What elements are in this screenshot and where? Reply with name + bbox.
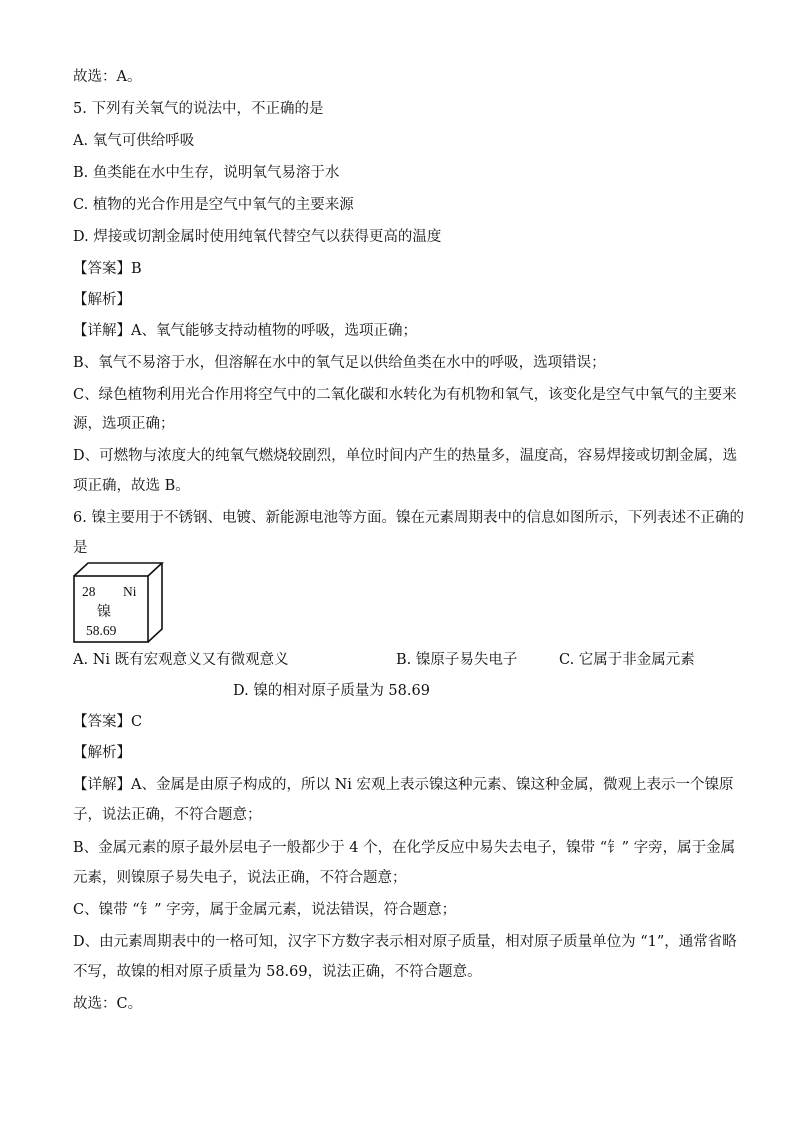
q6-detail-b-1: B、金属元素的原子最外层电子一般都少于 4 个，在化学反应中易失去电子，镍带 “钅” 字旁，属于金属	[73, 840, 736, 856]
q6-detail-d-2: 不写，故镍的相对原子质量为 58.69，说法正确，不符合题意。	[73, 964, 482, 980]
q5-answer: 【答案】B	[73, 261, 142, 277]
element-cube-figure	[73, 562, 165, 644]
q6-answer: 【答案】C	[73, 714, 143, 730]
q5-option-b: B. 鱼类能在水中生存，说明氧气易溶于水	[73, 165, 340, 181]
question-5-stem: 5. 下列有关氧气的说法中，不正确的是	[73, 101, 324, 117]
q6-detail-d-1: D、由元素周期表中的一格可知，汉字下方数字表示相对原子质量，相对原子质量单位为 “1”，通常省略	[73, 934, 737, 950]
conclusion-q4: 故选：A。	[73, 69, 142, 85]
q5-analysis-heading: 【解析】	[73, 292, 131, 308]
atomic-number: 28	[82, 584, 96, 599]
q5-detail-c-2: 源，选项正确；	[73, 416, 175, 432]
q6-option-c: C. 它属于非金属元素	[559, 652, 695, 668]
q5-detail-c-1: C、绿色植物利用光合作用将空气中的二氧化碳和水转化为有机物和氧气，该变化是空气中氧气的主要来	[73, 387, 737, 403]
q6-analysis-heading: 【解析】	[73, 745, 131, 761]
q5-option-d: D. 焊接或切割金属时使用纯氧代替空气以获得更高的温度	[73, 229, 442, 245]
q5-detail-d-1: D、可燃物与浓度大的纯氧气燃烧较剧烈，单位时间内产生的热量多，温度高，容易焊接或切割金属，选	[73, 448, 738, 464]
q5-option-a: A. 氧气可供给呼吸	[73, 133, 195, 149]
element-name: 镍	[97, 604, 111, 620]
q5-option-c: C. 植物的光合作用是空气中氧气的主要来源	[73, 197, 354, 213]
element-symbol: Ni	[123, 584, 137, 599]
q5-detail-d-2: 项正确，故选 B。	[73, 478, 190, 494]
q6-option-a: A. Ni 既有宏观意义又有微观意义	[73, 652, 289, 668]
q6-detail-c: C、镍带 “钅” 字旁，属于金属元素，说法错误，符合题意；	[73, 902, 457, 918]
q6-detail-a-2: 子，说法正确，不符合题意；	[73, 807, 262, 823]
q6-detail-b-2: 元素，则镍原子易失电子，说法正确，不符合题意；	[73, 870, 407, 886]
q6-option-b: B. 镍原子易失电子	[396, 652, 518, 668]
cube-top-face	[74, 563, 162, 576]
q6-detail-a-1: 【详解】A、金属是由原子构成的，所以 Ni 宏观上表示镍这种元素、镍这种金属，微观上表示一个镍原	[73, 777, 734, 793]
nickel-element-cell	[73, 562, 165, 644]
atomic-mass: 58.69	[86, 623, 117, 638]
q5-detail-a: 【详解】A、氧气能够支持动植物的呼吸，选项正确；	[73, 323, 417, 339]
conclusion-q6: 故选：C。	[73, 996, 143, 1012]
question-6-stem-1: 6. 镍主要用于不锈钢、电镀、新能源电池等方面。镍在元素周期表中的信息如图所示，下列表述不正确的	[73, 510, 744, 526]
q5-detail-b: B、氧气不易溶于水，但溶解在水中的氧气足以供给鱼类在水中的呼吸，选项错误；	[73, 355, 606, 371]
question-6-stem-2: 是	[73, 540, 88, 556]
q6-option-d: D. 镍的相对原子质量为 58.69	[233, 683, 430, 699]
